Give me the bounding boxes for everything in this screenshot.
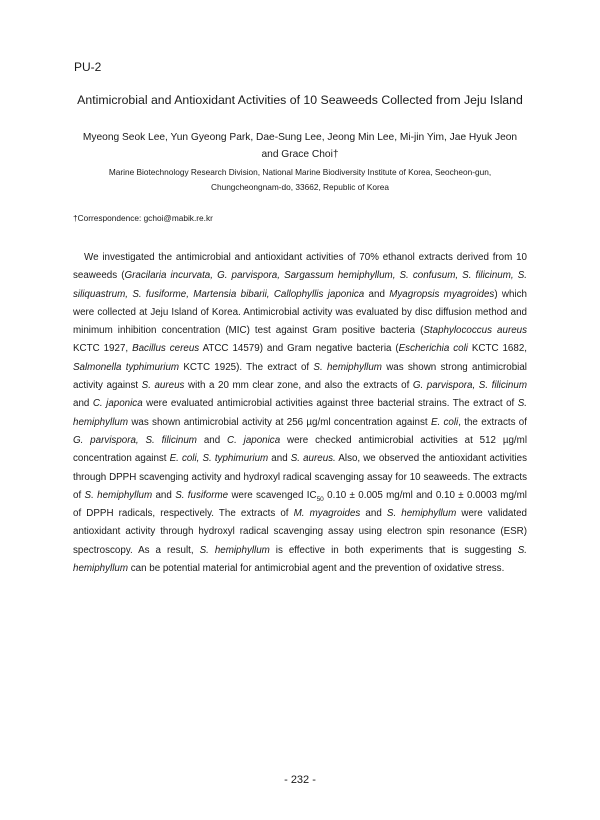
species-name: S. hemiphyllum bbox=[84, 489, 153, 501]
ic50-subscript: 50 bbox=[316, 495, 324, 503]
species-name: E. coli bbox=[430, 416, 459, 428]
abstract-text: with a 20 mm clear zone, and also the extracts of bbox=[184, 380, 413, 392]
paper-title: Antimicrobial and Antioxidant Activities of 10 Seaweeds Collected from Jeju Island bbox=[77, 93, 523, 107]
abstract-text: ATCC 14579) and Gram negative bacteria ( bbox=[199, 343, 399, 355]
species-name: S. hemiphyllum bbox=[313, 361, 382, 373]
species-name: S. hemiphyllum bbox=[386, 508, 457, 520]
abstract-text: was shown strong antimicrobial activity against bbox=[73, 361, 527, 392]
abstract-text: and bbox=[73, 398, 93, 410]
abstract-text: were validated antioxidant activity through hydroxyl radical scavenging assay using electron spin resonance (ESR) spectroscopy. As a result, bbox=[73, 508, 527, 556]
abstract-text: were checked antimicrobial activities at 512 µg/ml concentration against bbox=[73, 434, 527, 465]
species-name: Bacillus cereus bbox=[132, 343, 200, 355]
species-name: Gracilaria incurvata, G. parvispora, Sargassum hemiphyllum, S. confusum, S. filicinum, S. siliquastrum, S. fusiforme, Martensia bibarii, Callophyllis japonica bbox=[73, 270, 527, 300]
species-name: G. parvispora, S. filicinum bbox=[412, 380, 527, 392]
species-name: Salmonella typhimurium bbox=[73, 361, 180, 373]
species-name: Escherichia coli bbox=[398, 343, 468, 355]
abstract-body bbox=[73, 249, 527, 578]
species-name: Staphylococcus aureus bbox=[423, 325, 527, 337]
abstract-text: 0.10 ± 0.005 mg/ml and 0.10 ± 0.0003 mg/ml of DPPH radicals, respectively. The extracts of bbox=[73, 489, 527, 520]
abstract-text: were scavenged IC bbox=[228, 489, 317, 501]
abstract-text: and bbox=[360, 508, 387, 520]
abstract-text: and bbox=[268, 453, 291, 465]
abstract-text: is effective in both experiments that is suggesting bbox=[269, 544, 518, 556]
page-number: - 232 - bbox=[284, 774, 316, 786]
abstract-text: Also, we observed the antioxidant activities through DPPH scavenging activity and hydroxyl radical scavenging assay for 10 seaweeds. The extracts of bbox=[73, 453, 528, 501]
abstract-text: and bbox=[364, 288, 390, 300]
species-name: Myagropsis myagroides bbox=[389, 288, 495, 300]
abstract-text: KCTC 1682, bbox=[467, 343, 527, 355]
species-name: E. coli, S. typhimurium bbox=[169, 453, 269, 465]
affiliation bbox=[70, 165, 530, 195]
abstract-text: We investigated the antimicrobial and antioxidant activities of 70% ethanol extracts derived from 10 seaweeds ( bbox=[73, 252, 527, 282]
abstract-text: KCTC 1925). The extract of bbox=[179, 361, 314, 373]
species-name: S. hemiphyllum bbox=[199, 544, 270, 556]
species-name: M. myagroides bbox=[293, 508, 361, 520]
author-line: Myeong Seok Lee, Yun Gyeong Park, Dae-Sung Lee, Jeong Min Lee, Mi-jin Yim, Jae Hyuk Jeon bbox=[82, 132, 518, 143]
correspondence: †Correspondence: gchoi@mabik.re.kr bbox=[73, 213, 213, 223]
abstract-text: KCTC 1927, bbox=[73, 343, 133, 355]
species-name: S. hemiphyllum bbox=[73, 544, 527, 575]
species-name: G. parvispora, S. filicinum bbox=[73, 434, 197, 446]
species-name: S. aureus. bbox=[290, 453, 336, 465]
abstract-text: and bbox=[196, 434, 228, 446]
abstract-text: was shown antimicrobial activity at 256 µg/ml concentration against bbox=[128, 416, 431, 428]
species-name: S. hemiphyllum bbox=[73, 398, 528, 428]
author-line: and Grace Choi† bbox=[261, 149, 339, 160]
species-name: C. japonica bbox=[227, 434, 281, 446]
abstract-text: and bbox=[152, 489, 176, 501]
affiliation-line: Chungcheongnam-do, 33662, Republic of Korea bbox=[210, 182, 390, 192]
species-name: C. japonica bbox=[92, 398, 143, 410]
abstract-text: , the extracts of bbox=[458, 416, 527, 428]
author-list bbox=[70, 129, 530, 163]
affiliation-line: Marine Biotechnology Research Division, National Marine Biodiversity Institute of Korea, Seocheon-gun, bbox=[108, 167, 492, 177]
abstract-text: can be potential material for antimicrobial agent and the prevention of oxidative stress. bbox=[128, 563, 505, 575]
species-name: S. fusiforme bbox=[175, 489, 229, 501]
abstract-text: ) which were collected at Jeju Island of Korea. Antimicrobial activity was evaluated by disc diffusion method and minimum inhibition concentration (MIC) test against Gram positive bacteria ( bbox=[73, 288, 527, 337]
species-name: S. aureus bbox=[141, 380, 185, 392]
abstract-text: were evaluated antimicrobial activities against three bacterial strains. The extract of bbox=[142, 398, 518, 410]
abstract-code: PU-2 bbox=[74, 60, 102, 74]
